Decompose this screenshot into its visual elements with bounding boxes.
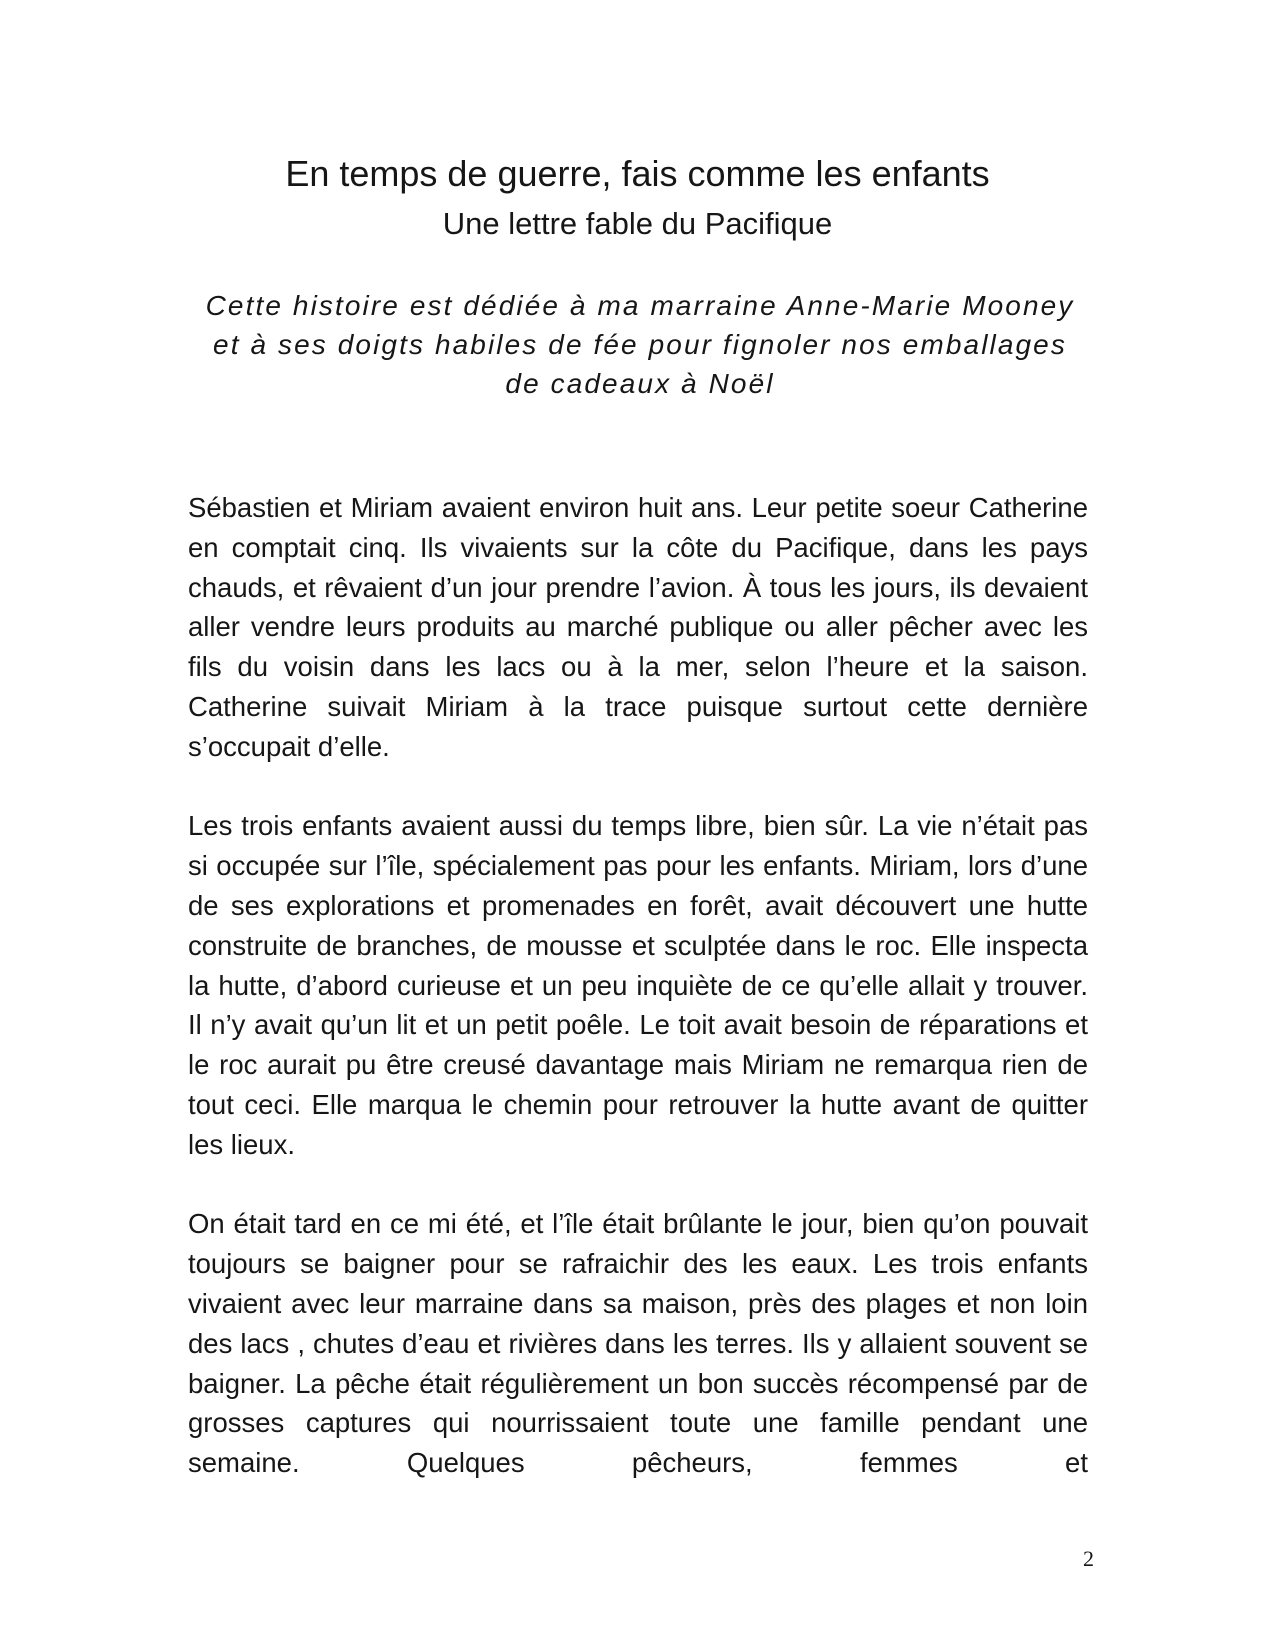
paragraph-3: On était tard en ce mi été, et l’île était brûlante le jour, bien qu’on pouvait toujours se baigner pour se rafraichir des les eaux. Les trois enfants vivaient avec leur marraine dans sa maison, près des plages et non loin des lacs , chutes d’eau et rivières dans les terres. Ils y allaient souvent se baigner. La pêche était régulièrement un bon succès récompensé par de grosses captures qui nourrissaient toute une famille pendant une semaine. Quelques pêcheurs, femmes et: [188, 1208, 1088, 1479]
story-subtitle: Une lettre fable du Pacifique: [442, 206, 833, 241]
story-title: En temps de guerre, fais comme les enfants: [285, 153, 990, 194]
paragraph-2: Les trois enfants avaient aussi du temps libre, bien sûr. La vie n’était pas si occupée sur l’île, spécialement pas pour les enfants. Miriam, lors d’une de ses explorations et promenades en forêt, avait découvert une hutte construite de branches, de mousse et sculptée dans le roc. Elle inspecta la hutte, d’abord curieuse et un peu inquiète de ce qu’elle allait y trouver. Il n’y avait qu’un lit et un petit poêle. Le toit avait besoin de réparations et le roc aurait pu être creusé davantage mais Miriam ne remarqua rien de tout ceci. Elle marqua le chemin pour retrouver la hutte avant de quitter les lieux.: [188, 810, 1088, 1160]
story-body: [188, 488, 1088, 1523]
paragraph-1: Sébastien et Miriam avaient environ huit ans. Leur petite soeur Catherine en comptait cinq. Ils vivaients sur la côte du Pacifique, dans les pays chauds, et rêvaient d’un jour prendre l’avion. À tous les jours, ils devaient aller vendre leurs produits au marché publique ou aller pêcher avec les fils du voisin dans les lacs ou à la mer, selon l’heure et la saison. Catherine suivait Miriam à la trace puisque surtout cette dernière s’occupait d’elle.: [188, 492, 1088, 762]
page-number: 2: [1083, 1546, 1094, 1571]
dedication: Cette histoire est dédiée à ma marraine Anne-Marie Mooney et à ses doigts habiles de fée pour fignoler nos emballages de cadeaux à Noël: [205, 290, 1075, 399]
